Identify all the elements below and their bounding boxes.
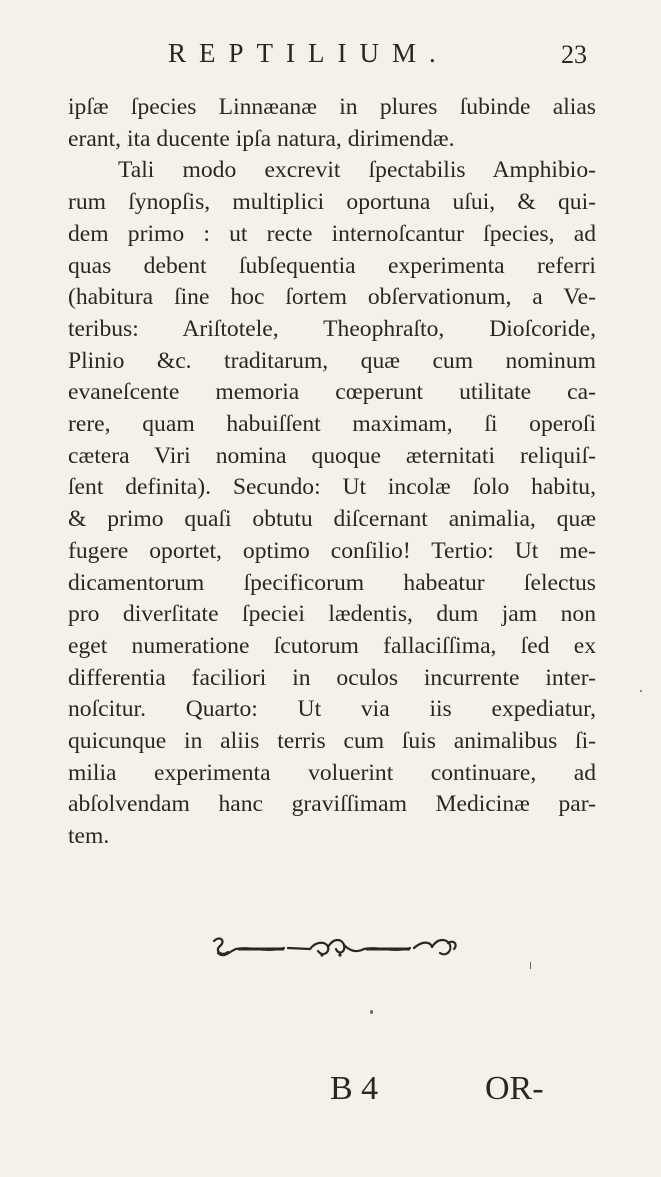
text-line: ſent definita). Secundo: Ut incolæ ſolo habitu, (68, 474, 596, 501)
text-line: ipſæ ſpecies Linnæanæ in plures ſubinde alias (68, 94, 596, 120)
printers-ornament (210, 933, 460, 963)
text-line: tem. (68, 823, 110, 850)
signature-mark: B 4 (330, 1070, 379, 1107)
text-line: & primo quaſi obtutu diſcernant animalia, quæ (68, 506, 596, 533)
body-text (68, 92, 596, 853)
text-line: differentia faciliori in oculos incurrente inter- (68, 664, 596, 691)
paper-speck (640, 690, 642, 692)
text-line: rum ſynopſis, multiplici oportuna uſui, & qui- (68, 189, 596, 216)
text-line: teribus: Ariſtotele, Theophraſto, Dioſcoride, (68, 315, 596, 342)
text-line: quas debent ſubſequentia experimenta referri (68, 252, 596, 279)
text-line: (habitura ſine hoc ſortem obſervationum, a Ve- (68, 284, 596, 311)
text-line: fugere oportet, optimo conſilio! Tertio: Ut me- (68, 537, 596, 564)
paper-speck (370, 1010, 373, 1014)
text-line: dicamentorum ſpecificorum habeatur ſelectus (68, 569, 596, 596)
header-title: REPTILIUM. (168, 38, 449, 68)
text-line: noſcitur. Quarto: Ut via iis expediatur, (68, 696, 596, 723)
text-line: evaneſcente memoria cœperunt utilitate ca- (68, 379, 596, 406)
text-line: erant, ita ducente ipſa natura, dirimendæ. (68, 125, 455, 152)
text-line: Tali modo excrevit ſpectabilis Amphibio- (118, 157, 596, 184)
running-header (0, 38, 661, 78)
text-line: eget numeratione ſcutorum fallaciſſima, ſed ex (68, 632, 596, 659)
text-line: cætera Viri nomina quoque æternitati reliquiſ- (68, 442, 596, 469)
text-line: rere, quam habuiſſent maximam, ſi operoſi (68, 411, 596, 438)
text-line: pro diverſitate ſpeciei lædentis, dum jam non (68, 601, 596, 628)
catchword: OR- (485, 1070, 544, 1107)
text-line: quicunque in aliis terris cum ſuis animalibus ſi- (68, 728, 596, 755)
page-number: 23 (561, 40, 587, 69)
text-line: dem primo : ut recte internoſcantur ſpecies, ad (68, 220, 596, 247)
text-line: milia experimenta voluerint continuare, ad (68, 759, 596, 786)
text-line: abſolvendam hanc graviſſimam Medicinæ par- (68, 791, 596, 818)
paper-speck (530, 962, 531, 969)
text-line: Plinio &c. traditarum, quæ cum nominum (68, 347, 596, 374)
